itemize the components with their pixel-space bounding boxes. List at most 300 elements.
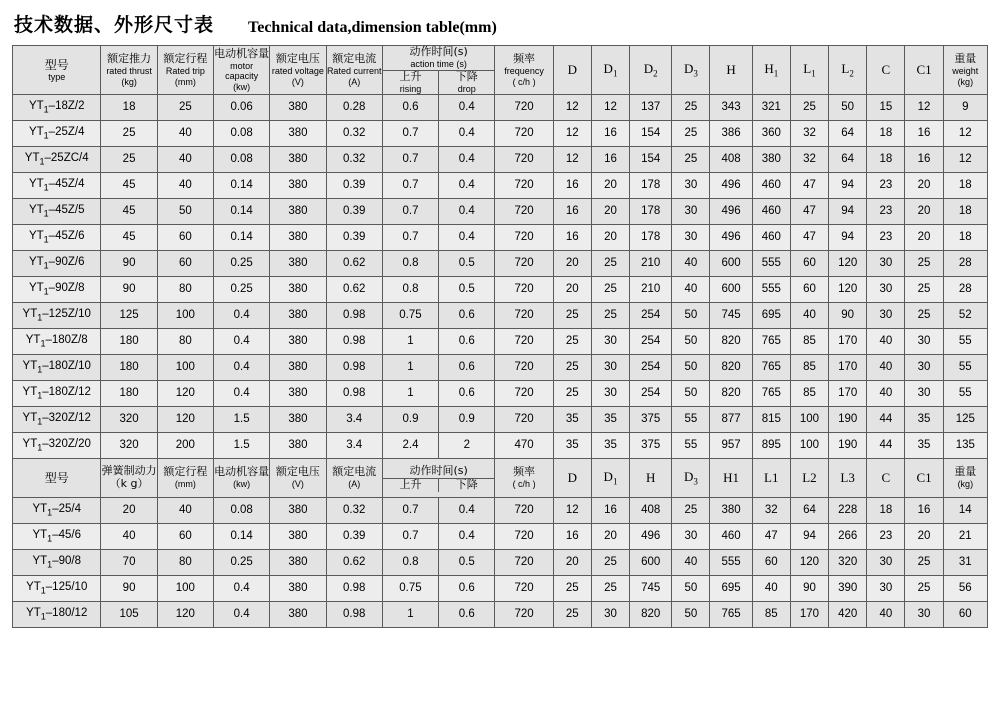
cell-drop: 0.5 (439, 251, 495, 277)
cell-dim-l1: 32 (790, 121, 828, 147)
cell-dim-h: 408 (710, 147, 752, 173)
header-drop: 下降 drop (439, 70, 495, 95)
cell-frequency: 720 (495, 602, 553, 628)
cell-dim-d1: 16 (591, 147, 629, 173)
cell-dim-d3: 40 (672, 550, 710, 576)
header-frequency: 频率 frequency ( c/h ) (495, 46, 553, 95)
cell-dim-d3: 30 (672, 199, 710, 225)
cell-current: 0.98 (326, 329, 382, 355)
cell-drop: 0.5 (439, 550, 495, 576)
cell-dim-l2: 64 (790, 498, 828, 524)
cell-dim-l2: 190 (829, 433, 867, 459)
cell-volt: 380 (270, 121, 326, 147)
cell-dim-l2: 94 (829, 199, 867, 225)
cell-trip: 120 (157, 407, 213, 433)
header-rated-thrust: 额定推力 rated thrust (kg) (101, 46, 157, 95)
cell-dim-h: 600 (630, 550, 672, 576)
cell-frequency: 720 (495, 498, 553, 524)
cell-dim-h: 343 (710, 95, 752, 121)
cell-thrust: 90 (101, 251, 157, 277)
table-header (13, 46, 988, 95)
cell-frequency: 720 (495, 121, 553, 147)
cell-rising: 0.75 (382, 303, 438, 329)
cell-dim-d: 16 (553, 199, 591, 225)
cell-dim-l1: 32 (790, 147, 828, 173)
cell-drop: 0.4 (439, 199, 495, 225)
cell-dim-l2: 190 (829, 407, 867, 433)
cell-dim-d3: 50 (672, 355, 710, 381)
cell-weight: 56 (943, 576, 987, 602)
cell-trip: 40 (157, 121, 213, 147)
header2-dim-c1: C1 (905, 459, 943, 498)
cell-dim-l1: 47 (790, 199, 828, 225)
cell-thrust: 125 (101, 303, 157, 329)
cell-dim-d2: 254 (630, 303, 672, 329)
cell-trip: 100 (157, 355, 213, 381)
cell-model: $YT_1-18Z/2$ (13, 95, 101, 121)
cell-dim-d1: 16 (591, 121, 629, 147)
cell-motor: 0.25 (214, 550, 270, 576)
cell-dim-h1: 380 (752, 147, 790, 173)
header-dim-h1: $H_1$ (752, 46, 790, 95)
cell-dim-d3: 25 (672, 498, 710, 524)
cell-dim-c: 30 (867, 277, 905, 303)
cell-volt: 380 (270, 407, 326, 433)
cell-dim-c1: 16 (905, 147, 943, 173)
cell-dim-d3: 40 (672, 251, 710, 277)
cell-drop: 0.6 (439, 602, 495, 628)
header2-type: 型号 (13, 459, 101, 498)
table-row (13, 199, 988, 225)
cell-dim-h: 745 (710, 303, 752, 329)
cell-weight: 14 (943, 498, 987, 524)
cell-rising: 0.8 (382, 251, 438, 277)
cell-dim-c1: 25 (905, 550, 943, 576)
cell-dim-l2: 94 (829, 225, 867, 251)
cell-motor: 0.08 (214, 498, 270, 524)
cell-motor: 0.4 (214, 602, 270, 628)
cell-dim-h: 745 (630, 576, 672, 602)
cell-dim-h: 408 (630, 498, 672, 524)
header2-dim-d1: $D_1$ (591, 459, 629, 498)
cell-dim-d3: 55 (672, 407, 710, 433)
cell-frequency: 720 (495, 303, 553, 329)
cell-dim-l2: 90 (829, 303, 867, 329)
header-dim-c: C (867, 46, 905, 95)
cell-dim-h1: 765 (752, 355, 790, 381)
table-row (13, 121, 988, 147)
cell-volt: 380 (270, 251, 326, 277)
cell-current: 0.98 (326, 381, 382, 407)
cell-dim-d3: 50 (672, 303, 710, 329)
cell-dim-c1: 30 (905, 355, 943, 381)
page-title-en: Technical data,dimension table(mm) (248, 19, 497, 36)
header-dim-d2: $D_2$ (630, 46, 672, 95)
cell-drop: 0.4 (439, 121, 495, 147)
cell-dim-h: 877 (710, 407, 752, 433)
cell-rising: 0.7 (382, 121, 438, 147)
cell-drop: 0.9 (439, 407, 495, 433)
header-dim-l2: $L_2$ (829, 46, 867, 95)
cell-current: 0.28 (326, 95, 382, 121)
cell-model: $YT_1-180/12$ (13, 602, 101, 628)
cell-weight: 12 (943, 147, 987, 173)
cell-dim-l1: 85 (790, 355, 828, 381)
cell-dim-h1: 765 (752, 381, 790, 407)
cell-dim-d2: 375 (630, 433, 672, 459)
cell-current: 0.62 (326, 550, 382, 576)
cell-dim-c: 23 (867, 199, 905, 225)
cell-dim-c1: 16 (905, 121, 943, 147)
cell-trip: 80 (157, 550, 213, 576)
cell-volt: 380 (270, 173, 326, 199)
cell-dim-h1: 460 (752, 173, 790, 199)
cell-model: $YT_1-180Z/10$ (13, 355, 101, 381)
cell-frequency: 720 (495, 225, 553, 251)
cell-current: 0.39 (326, 173, 382, 199)
cell-weight: 55 (943, 329, 987, 355)
cell-dim-c1: 35 (905, 433, 943, 459)
cell-dim-d2: 254 (630, 329, 672, 355)
cell-dim-c: 23 (867, 524, 905, 550)
cell-dim-h1: 555 (710, 550, 752, 576)
header-rated-trip: 额定行程 Rated trip (mm) (157, 46, 213, 95)
table-row (13, 524, 988, 550)
cell-dim-d1: 25 (591, 303, 629, 329)
cell-spring-force: 105 (101, 602, 157, 628)
cell-motor: 1.5 (214, 433, 270, 459)
cell-frequency: 720 (495, 550, 553, 576)
cell-dim-c1: 30 (905, 381, 943, 407)
cell-current: 0.98 (326, 576, 382, 602)
cell-motor: 0.4 (214, 329, 270, 355)
cell-dim-d1: 30 (591, 602, 629, 628)
cell-volt: 380 (270, 199, 326, 225)
cell-dim-h: 496 (710, 173, 752, 199)
table-row (13, 498, 988, 524)
table-row (13, 576, 988, 602)
cell-trip: 40 (157, 147, 213, 173)
cell-current: 0.62 (326, 277, 382, 303)
cell-dim-d2: 178 (630, 199, 672, 225)
cell-trip: 25 (157, 95, 213, 121)
cell-dim-h1: 380 (710, 498, 752, 524)
cell-dim-d: 16 (553, 225, 591, 251)
header-type: 型号 type (13, 46, 101, 95)
cell-rising: 0.7 (382, 524, 438, 550)
cell-dim-c: 23 (867, 225, 905, 251)
cell-dim-c1: 35 (905, 407, 943, 433)
header2-dim-d: D (553, 459, 591, 498)
cell-dim-d3: 55 (672, 433, 710, 459)
cell-dim-d3: 50 (672, 602, 710, 628)
cell-dim-l2: 170 (829, 355, 867, 381)
cell-dim-l1: 47 (790, 173, 828, 199)
cell-dim-c: 18 (867, 498, 905, 524)
cell-dim-l3: 266 (829, 524, 867, 550)
table-row (13, 225, 988, 251)
cell-motor: 0.4 (214, 381, 270, 407)
cell-dim-d2: 178 (630, 225, 672, 251)
cell-dim-h1: 695 (752, 303, 790, 329)
cell-dim-d: 25 (553, 303, 591, 329)
cell-weight: 18 (943, 199, 987, 225)
cell-rising: 1 (382, 355, 438, 381)
cell-current: 0.32 (326, 498, 382, 524)
cell-dim-h1: 815 (752, 407, 790, 433)
cell-dim-h1: 460 (752, 199, 790, 225)
cell-model: $YT_1-45Z/4$ (13, 173, 101, 199)
table-row (13, 95, 988, 121)
cell-weight: 60 (943, 602, 987, 628)
cell-dim-h: 496 (710, 199, 752, 225)
cell-current: 0.39 (326, 225, 382, 251)
cell-dim-d: 12 (553, 498, 591, 524)
cell-dim-d2: 137 (630, 95, 672, 121)
cell-current: 0.98 (326, 602, 382, 628)
cell-trip: 40 (157, 173, 213, 199)
cell-dim-h: 820 (710, 381, 752, 407)
cell-dim-l2: 120 (829, 277, 867, 303)
cell-current: 0.39 (326, 199, 382, 225)
cell-motor: 0.4 (214, 355, 270, 381)
cell-dim-l1: 85 (752, 602, 790, 628)
cell-dim-h1: 765 (752, 329, 790, 355)
cell-drop: 0.5 (439, 277, 495, 303)
cell-weight: 28 (943, 251, 987, 277)
cell-dim-c: 44 (867, 433, 905, 459)
cell-trip: 120 (157, 602, 213, 628)
header-dim-l1: $L_1$ (790, 46, 828, 95)
cell-model: $YT_1-90Z/8$ (13, 277, 101, 303)
cell-dim-c1: 30 (905, 329, 943, 355)
cell-dim-h: 600 (710, 251, 752, 277)
cell-thrust: 45 (101, 199, 157, 225)
cell-dim-c1: 25 (905, 576, 943, 602)
cell-dim-c1: 30 (905, 602, 943, 628)
cell-motor: 0.25 (214, 277, 270, 303)
header-weight: 重量 weight (kg) (943, 46, 987, 95)
cell-dim-d: 35 (553, 433, 591, 459)
cell-dim-h: 820 (630, 602, 672, 628)
cell-model: $YT_1-25/4$ (13, 498, 101, 524)
header-rated-current: 额定电流 Rated current (A) (326, 46, 382, 95)
cell-volt: 380 (270, 277, 326, 303)
cell-model: $YT_1-125Z/10$ (13, 303, 101, 329)
cell-dim-h: 957 (710, 433, 752, 459)
cell-thrust: 320 (101, 433, 157, 459)
cell-drop: 0.6 (439, 303, 495, 329)
header-rated-voltage: 额定电压 rated voltage (V) (270, 46, 326, 95)
table-row (13, 407, 988, 433)
cell-dim-h1: 555 (752, 277, 790, 303)
table-row (13, 173, 988, 199)
cell-dim-l1: 100 (790, 407, 828, 433)
cell-model: $YT_1-125/10$ (13, 576, 101, 602)
cell-drop: 0.4 (439, 147, 495, 173)
header2-rated-trip: 额定行程 (mm) (157, 459, 213, 498)
cell-dim-d3: 40 (672, 277, 710, 303)
cell-rising: 0.7 (382, 199, 438, 225)
header2-dim-l1: L1 (752, 459, 790, 498)
cell-current: 0.98 (326, 303, 382, 329)
cell-dim-d: 25 (553, 329, 591, 355)
cell-dim-c1: 20 (905, 199, 943, 225)
header2-dim-h1: H1 (710, 459, 752, 498)
cell-dim-d3: 50 (672, 576, 710, 602)
cell-current: 0.32 (326, 121, 382, 147)
cell-dim-l3: 420 (829, 602, 867, 628)
cell-trip: 120 (157, 381, 213, 407)
cell-motor: 0.4 (214, 303, 270, 329)
table-row (13, 251, 988, 277)
cell-dim-l1: 47 (790, 225, 828, 251)
table-row (13, 381, 988, 407)
cell-dim-l2: 120 (829, 251, 867, 277)
cell-thrust: 45 (101, 225, 157, 251)
cell-dim-h: 600 (710, 277, 752, 303)
cell-dim-h1: 555 (752, 251, 790, 277)
cell-current: 0.39 (326, 524, 382, 550)
cell-weight: 135 (943, 433, 987, 459)
cell-frequency: 720 (495, 576, 553, 602)
cell-dim-d: 25 (553, 576, 591, 602)
cell-dim-d: 12 (553, 147, 591, 173)
header2-action-time (382, 459, 495, 498)
cell-dim-l1: 32 (752, 498, 790, 524)
cell-volt: 380 (270, 225, 326, 251)
cell-current: 0.98 (326, 355, 382, 381)
cell-weight: 55 (943, 355, 987, 381)
cell-thrust: 25 (101, 147, 157, 173)
cell-dim-l2: 64 (829, 147, 867, 173)
cell-motor: 0.14 (214, 225, 270, 251)
cell-dim-d: 12 (553, 121, 591, 147)
header-dim-d3: $D_3$ (672, 46, 710, 95)
cell-dim-l1: 85 (790, 381, 828, 407)
header2-spring-force: 弹簧制动力 （k g） (101, 459, 157, 498)
cell-thrust: 45 (101, 173, 157, 199)
cell-dim-d: 12 (553, 95, 591, 121)
cell-model: $YT_1-45/6$ (13, 524, 101, 550)
cell-dim-l2: 170 (829, 381, 867, 407)
cell-dim-h1: 460 (752, 225, 790, 251)
cell-dim-d: 25 (553, 381, 591, 407)
cell-dim-l1: 47 (752, 524, 790, 550)
cell-drop: 2 (439, 433, 495, 459)
cell-frequency: 720 (495, 329, 553, 355)
cell-thrust: 180 (101, 381, 157, 407)
cell-rising: 2.4 (382, 433, 438, 459)
cell-dim-h1: 460 (710, 524, 752, 550)
cell-current: 3.4 (326, 433, 382, 459)
cell-dim-d1: 30 (591, 329, 629, 355)
cell-rising: 1 (382, 329, 438, 355)
table-row (13, 433, 988, 459)
cell-dim-d: 25 (553, 355, 591, 381)
table-row (13, 303, 988, 329)
cell-dim-c1: 16 (905, 498, 943, 524)
cell-dim-c: 30 (867, 303, 905, 329)
cell-dim-l3: 390 (829, 576, 867, 602)
cell-dim-d1: 25 (591, 251, 629, 277)
cell-dim-d2: 178 (630, 173, 672, 199)
cell-dim-c1: 20 (905, 225, 943, 251)
cell-frequency: 720 (495, 524, 553, 550)
header2-drop: 下降 (455, 477, 478, 491)
cell-spring-force: 70 (101, 550, 157, 576)
header-dim-d1: $D_1$ (591, 46, 629, 95)
cell-dim-d1: 35 (591, 433, 629, 459)
cell-thrust: 90 (101, 277, 157, 303)
cell-dim-l1: 85 (790, 329, 828, 355)
cell-thrust: 18 (101, 95, 157, 121)
cell-dim-l1: 60 (790, 277, 828, 303)
cell-weight: 52 (943, 303, 987, 329)
cell-thrust: 25 (101, 121, 157, 147)
cell-trip: 80 (157, 329, 213, 355)
table-row (13, 550, 988, 576)
cell-model: $YT_1-180Z/12$ (13, 381, 101, 407)
header2-dim-l2: L2 (790, 459, 828, 498)
cell-model: $YT_1-320Z/12$ (13, 407, 101, 433)
cell-dim-c: 40 (867, 602, 905, 628)
cell-dim-c: 30 (867, 251, 905, 277)
cell-dim-c: 18 (867, 121, 905, 147)
cell-motor: 0.4 (214, 576, 270, 602)
cell-dim-h: 386 (710, 121, 752, 147)
cell-dim-d: 20 (553, 550, 591, 576)
cell-dim-c1: 25 (905, 303, 943, 329)
cell-weight: 18 (943, 225, 987, 251)
cell-weight: 18 (943, 173, 987, 199)
cell-volt: 380 (270, 576, 326, 602)
cell-drop: 0.6 (439, 381, 495, 407)
cell-model: $YT_1-25ZC/4$ (13, 147, 101, 173)
cell-trip: 40 (157, 498, 213, 524)
cell-dim-c1: 12 (905, 95, 943, 121)
cell-dim-l3: 320 (829, 550, 867, 576)
table-row (13, 147, 988, 173)
cell-dim-c1: 25 (905, 251, 943, 277)
cell-weight: 12 (943, 121, 987, 147)
cell-dim-d2: 210 (630, 251, 672, 277)
cell-dim-d3: 25 (672, 95, 710, 121)
cell-dim-c: 40 (867, 355, 905, 381)
cell-trip: 80 (157, 277, 213, 303)
header2-rated-current: 额定电流 (A) (326, 459, 382, 498)
cell-dim-l2: 64 (829, 121, 867, 147)
cell-trip: 100 (157, 576, 213, 602)
cell-dim-d2: 375 (630, 407, 672, 433)
cell-drop: 0.4 (439, 225, 495, 251)
cell-dim-d3: 25 (672, 121, 710, 147)
header-dim-c1: C1 (905, 46, 943, 95)
cell-rising: 0.7 (382, 498, 438, 524)
cell-dim-d3: 25 (672, 147, 710, 173)
cell-dim-d1: 30 (591, 355, 629, 381)
cell-frequency: 720 (495, 407, 553, 433)
cell-dim-l1: 100 (790, 433, 828, 459)
cell-volt: 380 (270, 602, 326, 628)
cell-motor: 1.5 (214, 407, 270, 433)
cell-dim-l3: 228 (829, 498, 867, 524)
cell-dim-c1: 20 (905, 173, 943, 199)
cell-rising: 0.7 (382, 173, 438, 199)
cell-dim-c: 30 (867, 576, 905, 602)
cell-dim-d1: 25 (591, 576, 629, 602)
cell-weight: 31 (943, 550, 987, 576)
